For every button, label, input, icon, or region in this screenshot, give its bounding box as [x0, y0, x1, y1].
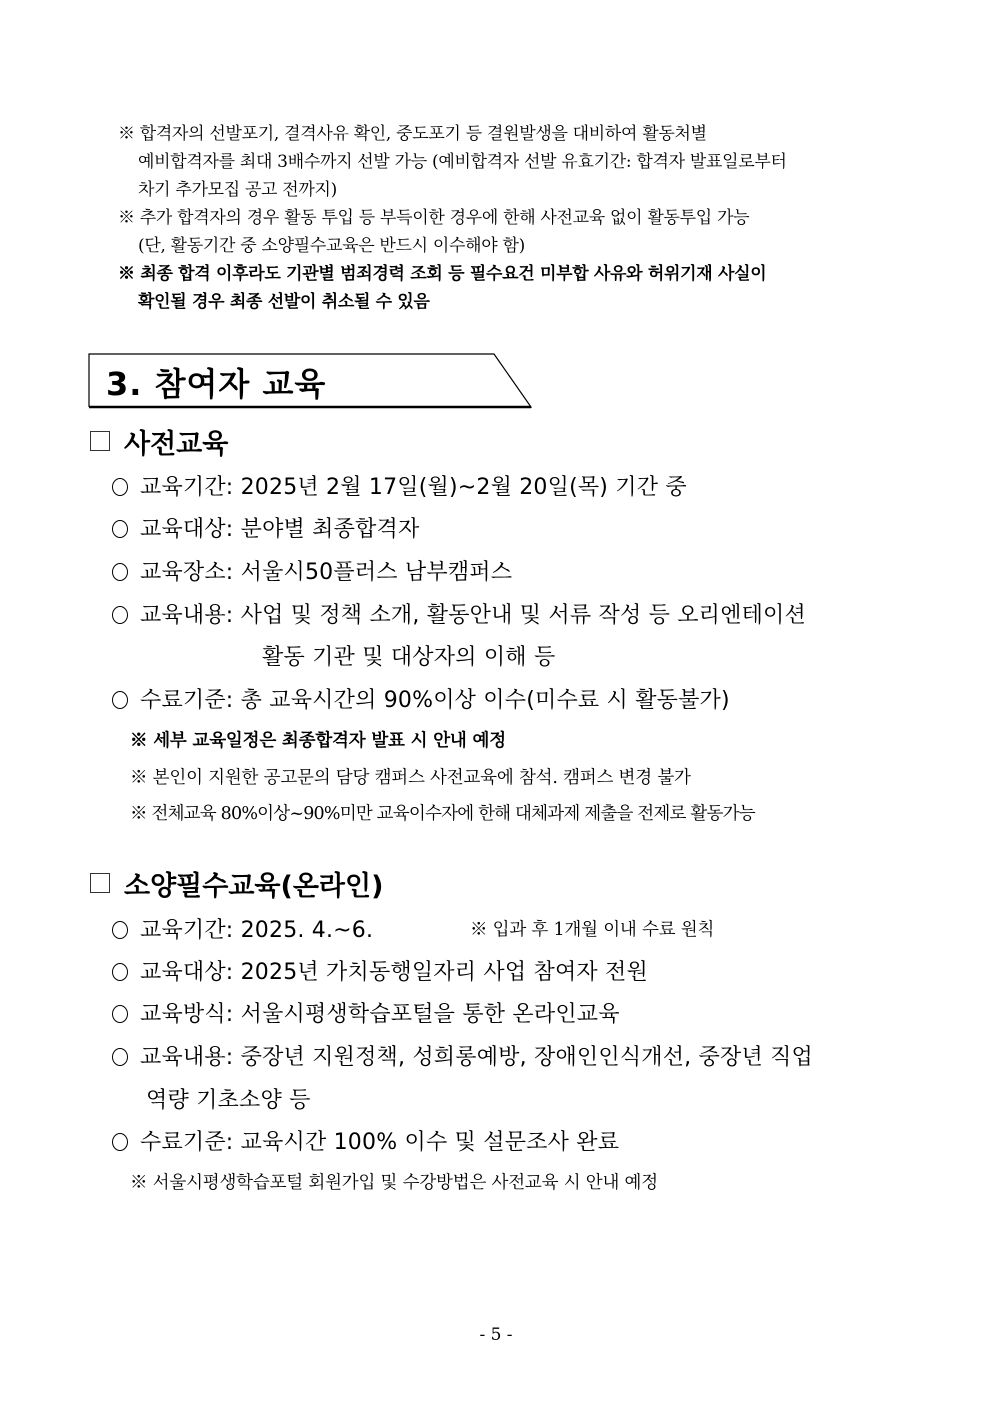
- pre-edu-item-target: 교육대상: 분야별 최종합격자: [112, 512, 419, 543]
- note-reserve-line-1: ※ 합격자의 선발포기, 결격사유 확인, 중도포기 등 결원발생을 대비하여 활동처별: [118, 124, 707, 144]
- section-heading-box: [88, 353, 530, 407]
- req-edu-item-method: 교육방식: 서울시평생학습포털을 통한 온라인교육: [112, 997, 620, 1028]
- note-reserve-line-3: 차기 추가모집 공고 전까지): [138, 180, 337, 200]
- note-additional-line-1: ※ 추가 합격자의 경우 활동 투입 등 부득이한 경우에 한해 사전교육 없이 활동투입 가능: [118, 208, 750, 228]
- req-edu-inline-note: ※ 입과 후 1개월 이내 수료 원칙: [470, 920, 715, 940]
- req-edu-item-criteria: 수료기준: 교육시간 100% 이수 및 설문조사 완료: [112, 1125, 619, 1156]
- circle-bullet-icon: [112, 478, 128, 496]
- subsection-required-education: [90, 864, 383, 903]
- circle-bullet-icon: [112, 963, 128, 981]
- pre-edu-item-criteria: 수료기준: 총 교육시간의 90%이상 이수(미수료 시 활동불가): [112, 683, 730, 714]
- square-bullet-icon: [90, 873, 110, 893]
- subsection-heading: 소양필수교육(온라인): [124, 871, 384, 902]
- circle-bullet-icon: [112, 921, 128, 939]
- req-edu-item-period: 교육기간: 2025. 4.~6.: [112, 913, 373, 944]
- page-number: - 5 -: [479, 1325, 513, 1345]
- subsection-heading: 사전교육: [124, 429, 229, 460]
- note-cancellation-line-2: 확인될 경우 최종 선발이 취소될 수 있음: [138, 292, 430, 312]
- circle-bullet-icon: [112, 691, 128, 709]
- circle-bullet-icon: [112, 606, 128, 624]
- pre-edu-item-content-cont: 활동 기관 및 대상자의 이해 등: [262, 645, 556, 670]
- pre-edu-note-campus: ※ 본인이 지원한 공고문의 담당 캠퍼스 사전교육에 참석. 캠퍼스 변경 불가: [130, 768, 691, 788]
- circle-bullet-icon: [112, 563, 128, 581]
- section-title: 3. 참여자 교육: [106, 365, 327, 403]
- pre-edu-item-period: 교육기간: 2025년 2월 17일(월)~2월 20일(목) 기간 중: [112, 470, 687, 501]
- req-edu-item-content: 교육내용: 중장년 지원정책, 성희롱예방, 장애인인식개선, 중장년 직업: [112, 1040, 813, 1071]
- pre-edu-note-alternative: ※ 전체교육 80%이상~90%미만 교육이수자에 한해 대체과제 제출을 전제로 활동가능: [130, 804, 755, 824]
- subsection-pre-education: [90, 422, 228, 461]
- req-edu-item-target: 교육대상: 2025년 가치동행일자리 사업 참여자 전원: [112, 955, 648, 986]
- circle-bullet-icon: [112, 520, 128, 538]
- circle-bullet-icon: [112, 1005, 128, 1023]
- req-edu-item-content-cont: 역량 기초소양 등: [146, 1088, 311, 1113]
- circle-bullet-icon: [112, 1048, 128, 1066]
- square-bullet-icon: [90, 431, 110, 451]
- req-edu-note-portal: ※ 서울시평생학습포털 회원가입 및 수강방법은 사전교육 시 안내 예정: [130, 1173, 658, 1193]
- pre-edu-note-schedule: ※ 세부 교육일정은 최종합격자 발표 시 안내 예정: [130, 731, 506, 751]
- note-cancellation-line-1: ※ 최종 합격 이후라도 기관별 범죄경력 조회 등 필수요건 미부합 사유와 허위기재 사실이: [118, 264, 767, 284]
- note-reserve-line-2: 예비합격자를 최대 3배수까지 선발 가능 (예비합격자 선발 유효기간: 합격자 발표일로부터: [138, 152, 787, 172]
- circle-bullet-icon: [112, 1133, 128, 1151]
- pre-edu-item-content: 교육내용: 사업 및 정책 소개, 활동안내 및 서류 작성 등 오리엔테이션: [112, 598, 806, 629]
- pre-edu-item-location: 교육장소: 서울시50플러스 남부캠퍼스: [112, 555, 512, 586]
- note-additional-line-2: (단, 활동기간 중 소양필수교육은 반드시 이수해야 함): [138, 236, 525, 256]
